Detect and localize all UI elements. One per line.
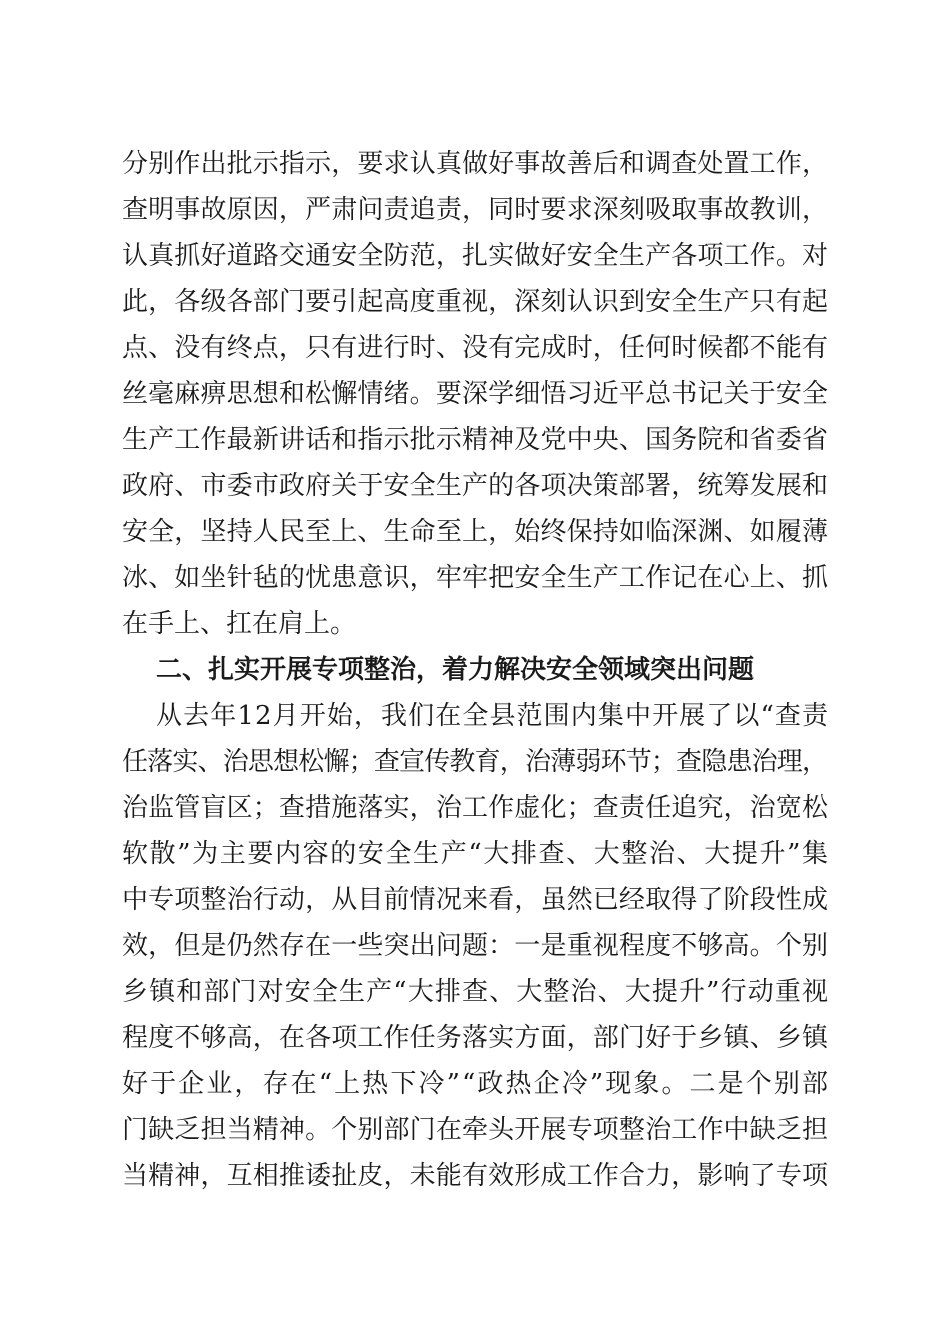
paragraph-line: 当精神，互相推诿扯皮，未能有效形成工作合力，影响了专项	[122, 1161, 829, 1191]
paragraph-line: 中专项整治行动，从目前情况来看，虽然已经取得了阶段性成	[122, 885, 829, 915]
paragraph-line: 此，各级各部门要引起高度重视，深刻认识到安全生产只有起	[122, 287, 829, 317]
paragraph-line: 任落实、治思想松懈；查宣传教育，治薄弱环节；查隐患治理，	[122, 747, 828, 777]
paragraph-line: 程度不够高，在各项工作任务落实方面，部门好于乡镇、乡镇	[122, 1023, 829, 1053]
paragraph-line: 安全，坚持人民至上、生命至上，始终保持如临深渊、如履薄	[122, 517, 829, 547]
paragraph-line: 从去年12月开始，我们在全县范围内集中开展了以“查责	[156, 701, 830, 731]
paragraph-line: 丝毫麻痹思想和松懈情绪。要深学细悟习近平总书记关于安全	[122, 379, 829, 409]
section-heading: 二、扎实开展专项整治，着力解决安全领域突出问题	[156, 655, 755, 685]
paragraph-line: 好于企业，存在“上热下冷”“政热企冷”现象。二是个别部	[122, 1069, 831, 1099]
paragraph-line: 生产工作最新讲话和指示批示精神及党中央、国务院和省委省	[122, 425, 829, 455]
paragraph-line: 冰、如坐针毡的忧患意识，牢牢把安全生产工作记在心上、抓	[122, 563, 829, 593]
paragraph-line: 查明事故原因，严肃问责追责，同时要求深刻吸取事故教训，	[122, 195, 829, 225]
paragraph-line: 效，但是仍然存在一些突出问题：一是重视程度不够高。个别	[122, 931, 829, 961]
paragraph-line: 软散”为主要内容的安全生产“大排查、大整治、大提升”集	[122, 839, 830, 869]
paragraph-line: 治监管盲区；查措施落实，治工作虚化；查责任追究，治宽松	[122, 793, 829, 823]
paragraph-line: 认真抓好道路交通安全防范，扎实做好安全生产各项工作。对	[122, 241, 829, 271]
paragraph-line: 点、没有终点，只有进行时、没有完成时，任何时候都不能有	[122, 333, 829, 363]
paragraph-line: 乡镇和部门对安全生产“大排查、大整治、大提升”行动重视	[122, 977, 830, 1007]
paragraph-line: 门缺乏担当精神。个别部门在牵头开展专项整治工作中缺乏担	[122, 1115, 829, 1145]
paragraph-line: 在手上、扛在肩上。	[122, 609, 357, 639]
paragraph-line: 分别作出批示指示，要求认真做好事故善后和调查处置工作，	[122, 149, 829, 179]
paragraph-line: 政府、市委市政府关于安全生产的各项决策部署，统筹发展和	[122, 471, 829, 501]
